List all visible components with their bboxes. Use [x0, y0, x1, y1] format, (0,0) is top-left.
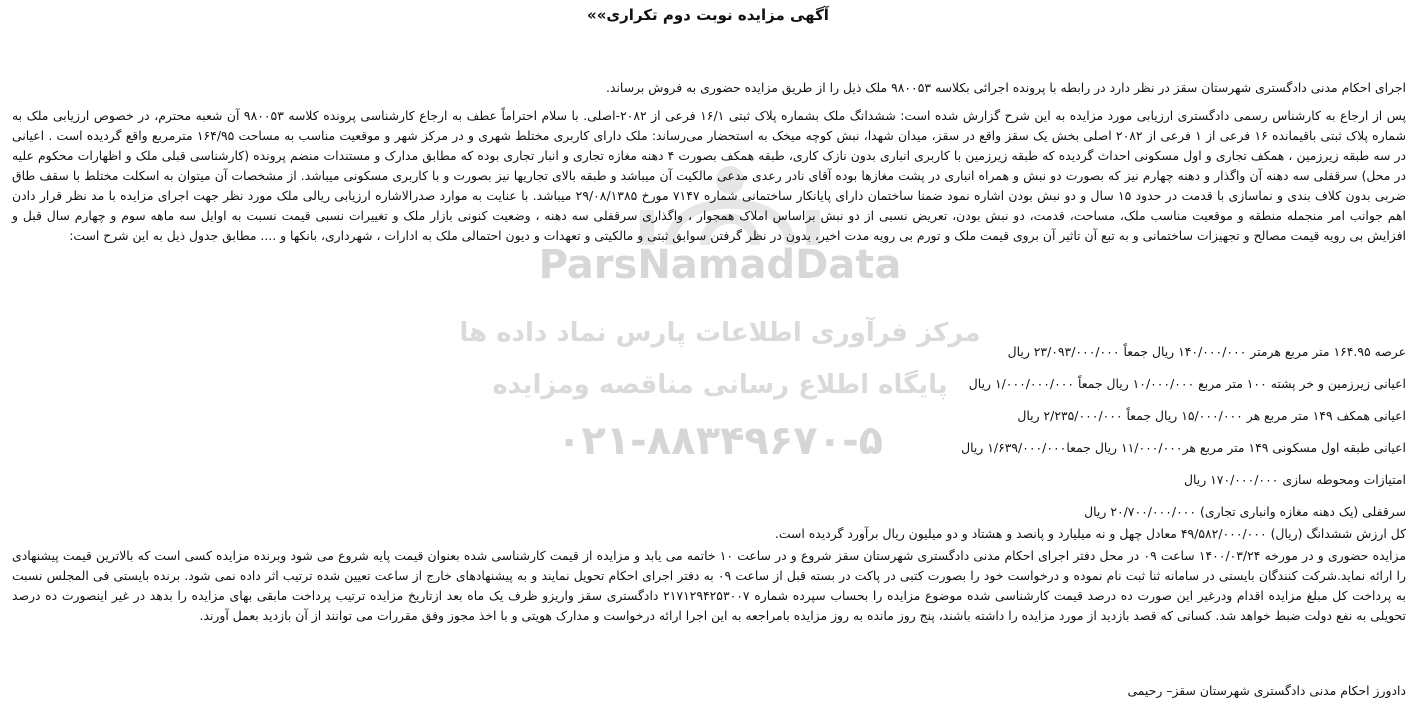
watermark-line-1: مرکز فرآوری اطلاعات پارس نماد داده ها — [459, 318, 981, 348]
notice-title: آگهی مزایده نوبت دوم تکراری»» — [587, 6, 829, 24]
valuation-item-first-floor: اعیانی طبقه اول مسکونی ۱۴۹ متر مربع هر۱۱/۰۰۰/۰۰۰ ریال جمعا۱/۶۳۹/۰۰۰/۰۰۰ ریال — [961, 440, 1406, 455]
watermark-line-2: پایگاه اطلاع رسانی مناقصه ومزایده — [492, 370, 948, 400]
valuation-item-goodwill: سرقفلی (یک دهنه مغازه وانباری تجاری) ۲۰/۷۰۰/۰۰۰/۰۰۰ ریال — [1084, 504, 1406, 519]
valuation-total: کل ارزش ششدانگ (ریال) ۴۹/۵۸۲/۰۰۰/۰۰۰ معادل چهل و نه میلیارد و پانصد و هشتاد و دو میلیون ریال برآورد گردیده است. — [774, 526, 1406, 541]
valuation-item-ground-floor: اعیانی همکف ۱۴۹ متر مربع هر ۱۵/۰۰۰/۰۰۰ ریال جمعاً ۲/۲۳۵/۰۰۰/۰۰۰ ریال — [1017, 408, 1406, 423]
valuation-item-land: عرصه ۱۶۴.۹۵ متر مربع هرمتر ۱۴۰/۰۰۰/۰۰۰ ریال جمعاً ۲۳/۰۹۳/۰۰۰/۰۰۰ ریال — [1007, 344, 1406, 359]
valuation-item-basement: اعیانی زیرزمین و خر پشته ۱۰۰ متر مربع ۱۰/۰۰۰/۰۰۰ ریال جمعاً ۱/۰۰۰/۰۰۰/۰۰۰ ریال — [968, 376, 1406, 391]
expert-report-paragraph: پس از ارجاع به کارشناس رسمی دادگستری ارزیابی مورد مزایده به این شرح گزارش شده است: ششدانگ ملک بشماره پلاک ثبتی ۱۶/۱ فرعی از ۲۰۸۲-اصلی. با سلام احتراماً عطف به ارجاع کارشناسی پرونده کلاسه ۹۸۰۰۵۳ آن شعبه محترم، در خصوص ارزیابی ملک به شماره پلاک ثبتی باقیمانده ۱۶ فرعی از ۱ فرعی از ۲۰۸۲ اصلی بخش یک سقز واقع در سقز، میدان شهدا، نبش کوچه میخک به استحضار می‌رساند: ملک دارای کاربری مختلط شهری و در مرکز شهر و موقعیت مناسب به مساحت ۱۶۴/۹۵ مترمربع واقع گردیده است . اعیانی در سه طبقه زیرزمین ، همکف تجاری و اول مسکونی احداث گردیده که طبقه زیرزمین با کاربری انباری بدون نازک کاری، طبقه همکف بصورت ۴ دهنه مغازه تجاری و انبار تجاری بوده که مطابق مدارک و مستندات منضم پرونده (کارشناسی قبلی ملک و اظهارات محکوم علیه در محل) سرقفلی سه دهنه آن واگذار و دهنه چهارم نیز که بصورت دو نبش و همراه انباری در پشت مغازها بوده آقای نادر رعدی مدعی مالکیت آن میباشد و طبقه بالای تجاریها نیز بصورت و با کاربری مسکونی میباشد. از مشخصات آن میتوان به اسکلت مختلط با سقف طاق ضربی بدون کلاف بندی و نماسازی با قدمت در حدود ۱۵ سال و دو نبش بودن اشاره نمود ضمنا ساختمان دارای پایانکار ساختمانی شماره ۷۱۴۷ مورخ ۲۹/۰۸/۱۳۸۵ میباشد. با عنایت به موارد صدرالاشاره ارزیابی ریالی ملک مورد نظر جهت اجرای مزایده با مد نظر قرار دادن اهم جوانب امر منجمله منطقه و موقعیت مناسب ملک، مساحت، قدمت، دو نبش بودن، تعریض نسبی از دو نبش براساس املاک همجوار ، واگذاری سرقفلی سه دهنه ، وضعیت کنونی بازار ملک و تغییرات نسبی قیمت نسبت به اوایل سه ماهه سوم و چهارم سال قبل و افزایش بی رویه قیمت مصالح و تجهیزات ساختمانی و به تبع آن تاثیر آن بروی قیمت ملک و تورم بی رویه مدت اخیر، بدون در نظر گرفتن سوابق ثبتی و مالکیتی و تعهدات و دیون احتمالی ملک به ادارات ، شهرداری، بانکها و .... مطابق جدول ذیل به این شرح است: — [12, 108, 1407, 243]
watermark-phone: ۰۲۱-۸۸۳۴۹۶۷۰-۵ — [556, 418, 884, 464]
valuation-item-utilities: امتیازات ومحوطه سازی ۱۷۰/۰۰۰/۰۰۰ ریال — [1183, 472, 1406, 487]
watermark-brand: ParsNamadData — [538, 242, 902, 288]
signature-line: دادورز احکام مدنی دادگستری شهرستان سقز– رحیمی — [1127, 683, 1406, 698]
intro-paragraph: اجرای احکام مدنی دادگستری شهرستان سقز در نظر دارد در رابطه با پرونده اجرائی بکلاسه ۹۸۰۰۵۳ ملک ذیل را از طریق مزایده حضوری به فروش برساند. — [606, 80, 1406, 95]
auction-terms-paragraph: مزایده حضوری و در مورخه ۱۴۰۰/۰۳/۲۴ ساعت ۰۹ در محل دفتر اجرای احکام مدنی دادگستری شهرستان سقز شروع و در ساعت ۱۰ خاتمه می یابد و مزایده از قیمت کارشناسی شده بعنوان قیمت پایه شروع می شود وبرنده مزایده کسی است که بالاترین قیمت پیشنهادی را ارائه نماید.شرکت کنندگان بایستی در سامانه ثنا ثبت نام نموده و درخواست خود را بصورت کتبی در پاکت در بسته قبل از ساعت ۰۹ به دفتر اجرای احکام تحویل نمایند و به پیشنهادهای خارج از ساعت تعیین شده ترتیب اثر داده نمی شود. برنده بایستی فی المجلس نسبت به پرداخت کل مبلغ مزایده اقدام ودرغیر این صورت ده درصد قیمت کارشناسی شده موضوع مزایده را بحساب سپرده شماره ۲۱۷۱۲۹۴۲۵۳۰۰۷ دادگستری سقز واریزو ظرف یک ماه بعد ازتاریخ مزایده ترتیب پرداخت مابقی بهای مزایده را بدهد در غیر اینصورت ده درصد تحویلی به نفع دولت ضبط خواهد شد. کسانی که قصد بازدید از مورد مزایده را داشته باشند، پنج روز مانده به روز مزایده بامراجعه به این اجرا ارائه درخواست و مدارک هویتی و با اخذ مجوز وفق مقررات می توانند از آن بازدید بعمل آورند. — [12, 548, 1406, 623]
